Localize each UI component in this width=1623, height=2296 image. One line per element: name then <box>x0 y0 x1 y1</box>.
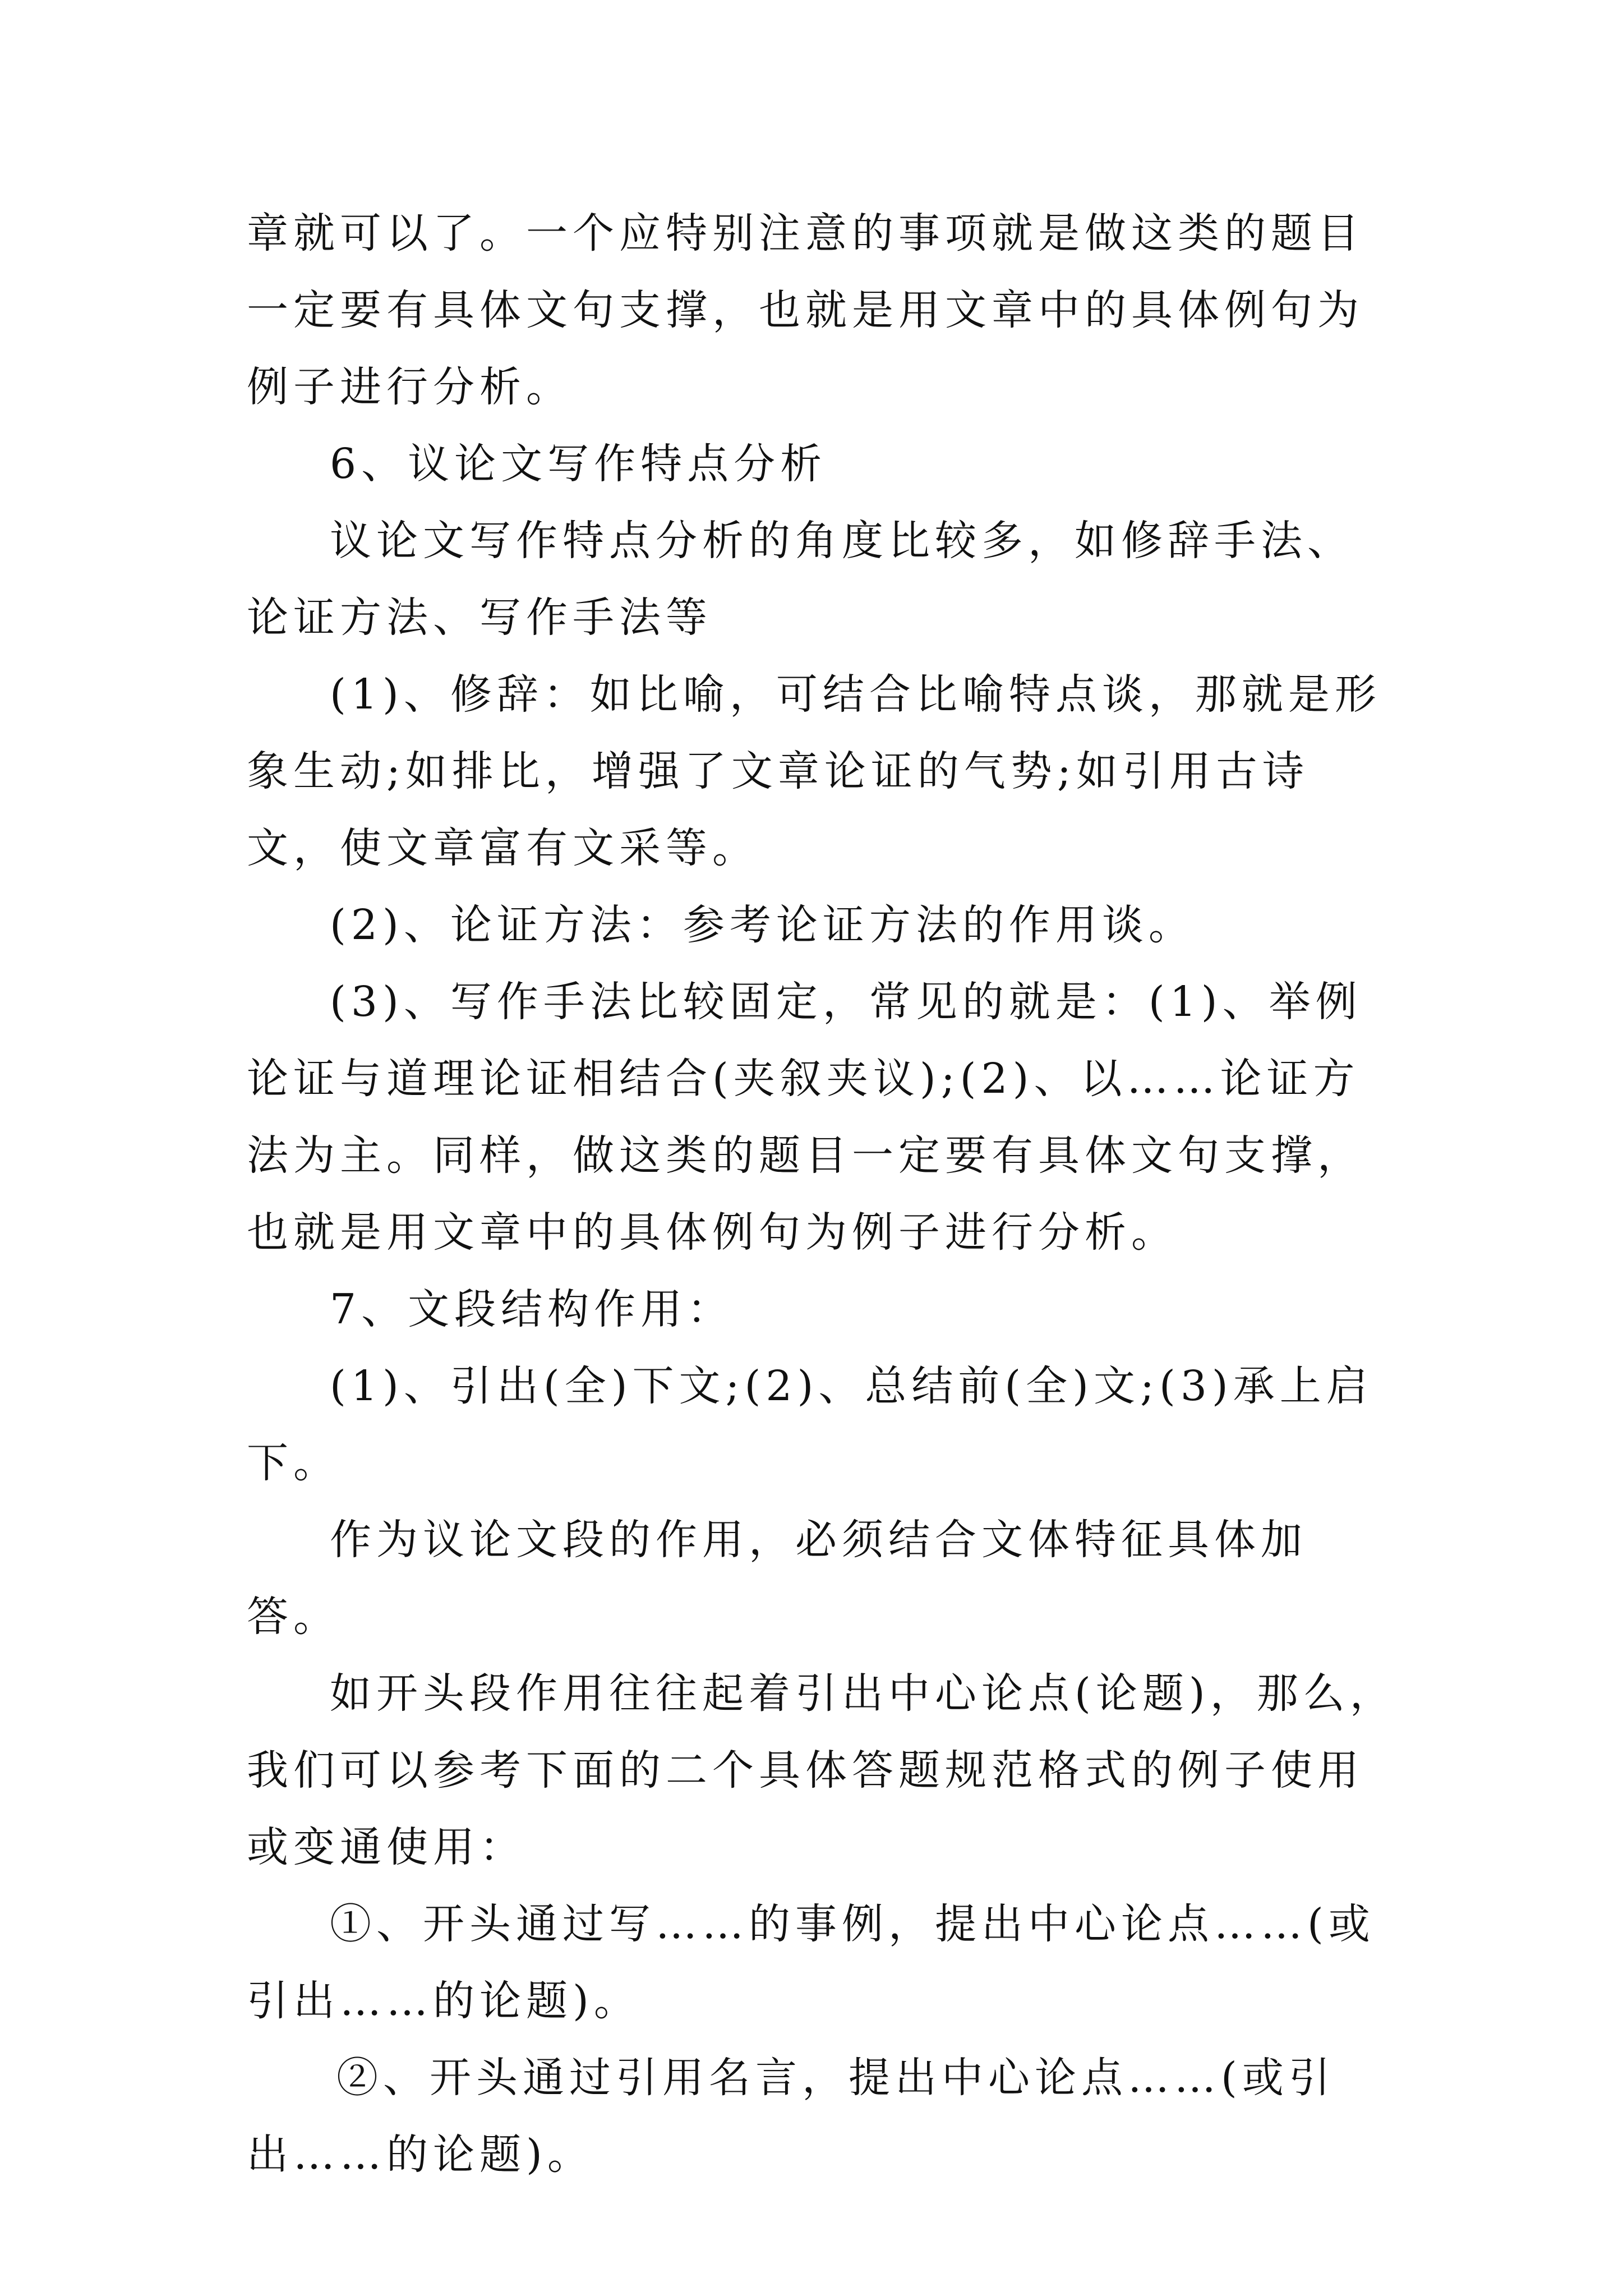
paragraph-argument-features: 议论文写作特点分析的角度比较多，如修辞手法、论证方法、写作手法等 <box>247 517 1354 642</box>
list-item-rhetoric: (1)、修辞：如比喻，可结合比喻特点谈，那就是形象生动;如排比，增强了文章论证的气势;如引用古诗文，使文章富有文采等。 <box>247 670 1381 872</box>
section-heading-7: 7、文段结构作用： <box>330 1285 734 1333</box>
list-item-structure-functions: (1)、引出(全)下文;(2)、总结前(全)文;(3)承上启下。 <box>247 1362 1373 1487</box>
section-heading-6: 6、议论文写作特点分析 <box>330 440 827 488</box>
list-item-argument-method: (2)、论证方法：参考论证方法的作用谈。 <box>330 901 1195 949</box>
list-item-writing-technique: (3)、写作手法比较固定，常见的就是：(1)、举例论证与道理论证相结合(夹叙夹议);(2)、以……论证方法为主。同样，做这类的题目一定要有具体文句支撑，也就是用文章中的具体例句为例子进行分析。 <box>247 978 1364 1257</box>
example-item-1: ①、开头通过写……的事例，提出中心论点……(或引出……的论题)。 <box>247 1900 1375 2025</box>
paragraph-opening-example-intro: 如开头段作用往往起着引出中心论点(论题)，那么，我们可以参考下面的二个具体答题规范格式的例子使用或变通使用： <box>247 1669 1396 1871</box>
paragraph-continuation: 章就可以了。一个应特别注意的事项就是做这类的题目一定要有具体文句支撑，也就是用文章中的具体例句为例子进行分析。 <box>247 209 1364 411</box>
document-body <box>247 195 1396 2193</box>
paragraph-structure-guidance: 作为议论文段的作用，必须结合文体特征具体加答。 <box>247 1516 1307 1641</box>
example-item-2: ②、开头通过引用名言，提出中心论点……(或引出……的论题)。 <box>247 2054 1335 2179</box>
